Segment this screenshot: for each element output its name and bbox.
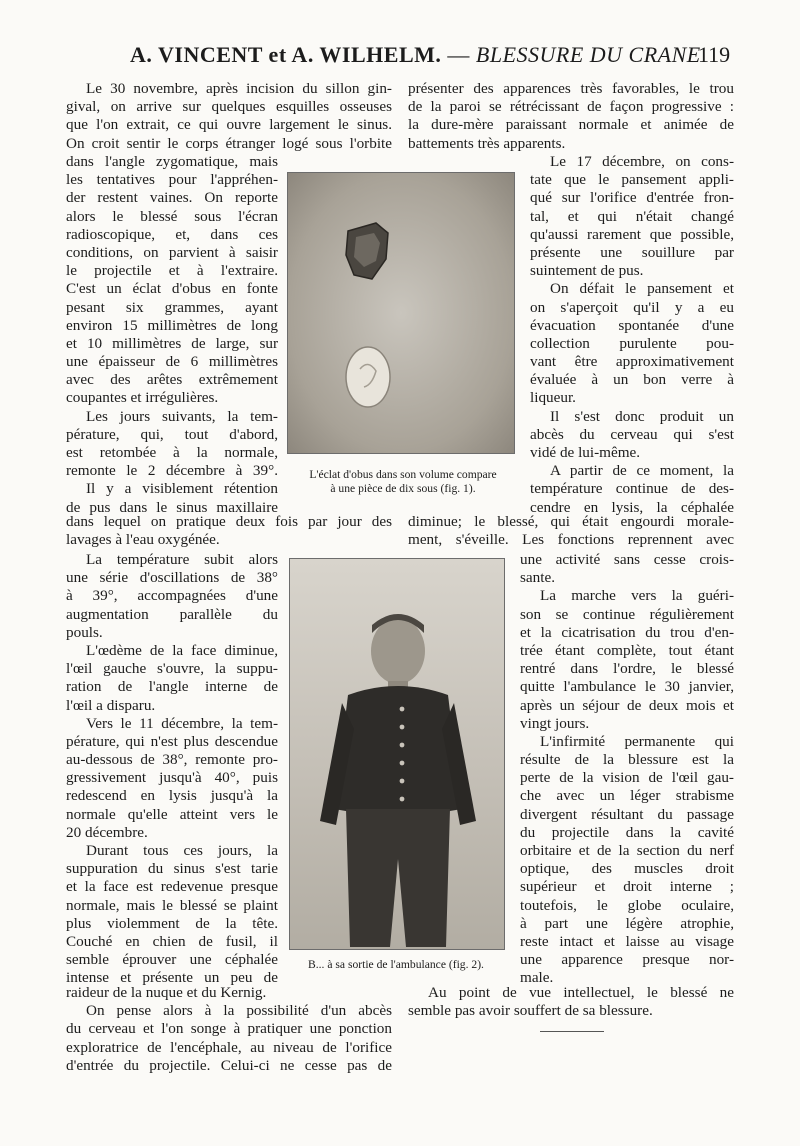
right-column-bottom [408,984,734,1020]
text-line: suintement de pus. [530,262,644,280]
text-line: sante. [520,569,556,587]
text-line: présenter des apparences très favorables, le trou [408,80,734,97]
text-line: che avec un léger strabisme [520,787,734,805]
text-line: 20 décembre. [66,823,148,841]
text-line: abcès du cerveau qui s'est [530,425,734,443]
text-line: liqueur. [530,389,576,407]
text-line: optique, des muscles droit [520,860,734,878]
text-line: quitte l'ambulance le 30 janvier, [520,678,734,696]
shell-fragment-and-coin-image [288,173,514,453]
text-line: ment, s'éveille. Les fonctions reprennent avec [408,531,734,549]
text-line: plus violemment de la tête. [66,914,278,932]
text-line: Les jours suivants, la tem- [86,407,278,425]
text-line: que l'on extrait, ce qui ouvre largement le sinus. [66,116,392,134]
text-line: On pense alors à la possibilité d'un abcès [86,1002,392,1020]
text-line: à 39°, accompagnées d'une [66,587,278,605]
figure-1-caption [283,468,523,496]
text-line: perte de la vision de l'œil gau- [520,769,734,787]
text-line: Durant tous ces jours, la [86,842,278,859]
right-column-top [408,80,734,153]
text-line: et la cicatrisation du trou d'en- [520,623,734,641]
text-line: pesant six grammes, ayant [66,298,278,316]
text-line: alors le blessé sous l'écran [66,207,278,225]
text-line: pérature, qui, tout d'abord, [66,425,278,443]
text-line: rentré dans l'ordre, le blessé [520,660,734,678]
text-line: température continue de des- [530,480,734,498]
text-line: une épaisseur de 6 millimètres [66,353,278,371]
text-line: du projectile dans la cavité [520,823,734,841]
text-line: lavages à l'eau oxygénée. [66,531,220,549]
text-line: les tentatives pour l'appréhen- [66,171,278,189]
text-line: remonte le 2 décembre à 39°. [66,462,278,480]
text-line: La marche vers la guéri- [540,587,734,605]
text-line: à part une légère atrophie, [520,914,734,932]
text-line: et la face est redevenue presque [66,878,278,896]
left-column-beside-figure-2 [66,551,278,988]
text-line: On croit sentir le corps étranger logé sous l'orbite [66,134,392,152]
right-column-beside-figure-2 [520,551,734,988]
text-line: qu'aussi rarement que possible, [530,225,734,243]
text-line: La température subit alors [86,551,278,568]
text-line: de la paroi se rétrécissant de façon progressive : [408,98,734,116]
text-line: Couché en chien de fusil, il [66,932,278,950]
soldier-head [371,618,425,684]
text-line: évaluée à un bon verre à [530,371,734,389]
figure-1-photo [287,172,515,454]
text-line: résulte de la blessure est la [520,751,734,769]
header-subject: BLESSURE DU CRANE [475,42,701,67]
text-line: trée étant complète, tout étant [520,641,734,659]
soldier-portrait-image [290,559,504,949]
text-line: avec des arêtes extrêmement [66,371,278,389]
text-line: intense et présente un peu de [66,969,278,987]
text-line: on s'aperçoit qu'il y a eu [530,298,734,316]
text-line: collection purulente pou- [530,334,734,352]
text-line: l'œil gauche s'ouvre, la suppu- [66,660,278,678]
page-number: 119 [698,42,731,67]
text-line: divergent résultant du passage [520,805,734,823]
text-line: coupantes et irrégulières. [66,389,219,407]
end-rule [540,1031,604,1032]
soldier-trousers [346,809,450,947]
text-line: battements très apparents. [408,134,566,152]
right-column-bridge [408,513,734,549]
header-dash: — [441,42,476,67]
left-column-beside-figure-1 [66,153,278,517]
text-line: son se continue régulièrement [520,605,734,623]
text-line: la dure-mère paraissant normale et animée de [408,116,734,134]
text-line: L'œdème de la face diminue, [86,641,278,659]
text-line: dans lequel on pratique deux fois par jour des [66,513,392,530]
figure-2-photo [289,558,505,950]
text-line: Il s'est donc produit un [550,407,734,425]
text-line: On défait le pansement et [550,280,734,298]
header-authors: A. VINCENT et A. WILHELM. [130,42,442,67]
text-line: gival, on arrive sur quelques esquilles osseuses [66,98,392,116]
text-line: évacuation spontanée d'une [530,316,734,334]
text-line: Le 17 décembre, on cons- [550,153,734,170]
soldier-jacket [334,686,462,815]
text-line: normale, mais le blessé se plaint [66,896,278,914]
running-title [130,42,701,68]
text-line: et 10 millimètres de large, sur [66,334,278,352]
text-line: L'infirmité permanente qui [540,732,734,750]
text-line: Le 30 novembre, après incision du sillon gin- [86,80,392,97]
text-line: l'œil a disparu. [66,696,156,714]
text-line: est retombée à la normale, [66,444,278,461]
text-line: ration de l'angle interne de [66,678,278,696]
text-line: gressivement jusqu'à 40°, puis [66,769,278,787]
left-column-bridge [66,513,392,549]
text-line: du cerveau et l'on songe à pratiquer une ponction [66,1020,392,1038]
text-line: le projectile et à l'extraire. [66,262,278,280]
text-line: toutefois, le globe oculaire, [520,896,734,914]
text-line: Au point de vue intellectuel, le blessé ne [428,984,734,1001]
text-line: d'entrée du projectile. Celui-ci ne cesse pas de [66,1056,392,1074]
text-line: suppuration du sinus s'est tarie [66,860,278,878]
running-header [0,42,800,74]
right-column-beside-figure-1 [530,153,734,517]
text-line: de pus dans le sinus maxillaire [66,498,278,516]
text-line: Vers le 11 décembre, la tem- [86,714,278,732]
text-line: raideur de la nuque et du Kernig. [66,984,267,1001]
coin [346,347,390,407]
text-line: une activité sans cesse crois- [520,551,734,568]
text-line: pouls. [66,623,103,641]
text-line: vingt jours. [520,714,590,732]
text-line: supérieur et droit interne ; [520,878,734,896]
text-line: tate que le pansement appli- [530,171,734,189]
text-line: vidé de lui-même. [530,444,641,461]
figure-2-caption: B... à sa sortie de l'ambulance (fig. 2). [308,958,484,971]
text-line: augmentation parallèle du [66,605,278,623]
text-line: exploratrice de l'encéphale, au niveau de l'orifice [66,1038,392,1056]
figure-1-caption-line-2: à une pièce de dix sous (fig. 1). [330,482,476,495]
text-line: présente une souillure par [530,243,734,261]
text-line: redescend en lysis jusqu'à la [66,787,278,805]
figure-1-caption-line-1: L'éclat d'obus dans son volume compare [309,468,497,481]
left-column-top [66,80,392,153]
text-line: normale qu'elle atteint vers le [66,805,278,823]
text-line: der restent vaines. On reporte [66,189,278,207]
text-line: semble éprouver une céphalée [66,951,278,969]
text-line: reste intact et laisse au visage [520,932,734,950]
left-column-bottom [66,984,392,1075]
text-line: radioscopique, et, dans ces [66,225,278,243]
text-line: tal, et qui n'était changé [530,207,734,225]
text-line: après un séjour de deux mois et [520,696,734,714]
text-line: Il y a visiblement rétention [86,480,278,498]
text-line: diminue; le blessé, qui était engourdi morale- [408,513,734,530]
text-line: A partir de ce moment, la [550,462,734,480]
text-line: C'est un éclat d'obus en fonte [66,280,278,298]
text-line: semble pas avoir souffert de sa blessure. [408,1002,653,1020]
text-line: vant être approximativement [530,353,734,371]
text-line: environ 15 millimètres de long [66,316,278,334]
text-line: au-dessous de 38°, remonte pro- [66,751,278,769]
text-line: qué sur l'orifice d'entrée fron- [530,189,734,207]
text-line: orbitaire et de la section du nerf [520,842,734,859]
text-line: pérature, qui n'est plus descendue [66,732,278,750]
text-line: une apparence presque nor- [520,951,734,969]
text-line: male. [520,969,554,987]
text-line: cendre en lysis, la céphalée [530,498,734,516]
text-line: conditions, on parvient à saisir [66,243,278,261]
text-line: une série d'oscillations de 38° [66,569,278,587]
text-line: dans l'angle zygomatique, mais [66,153,278,170]
